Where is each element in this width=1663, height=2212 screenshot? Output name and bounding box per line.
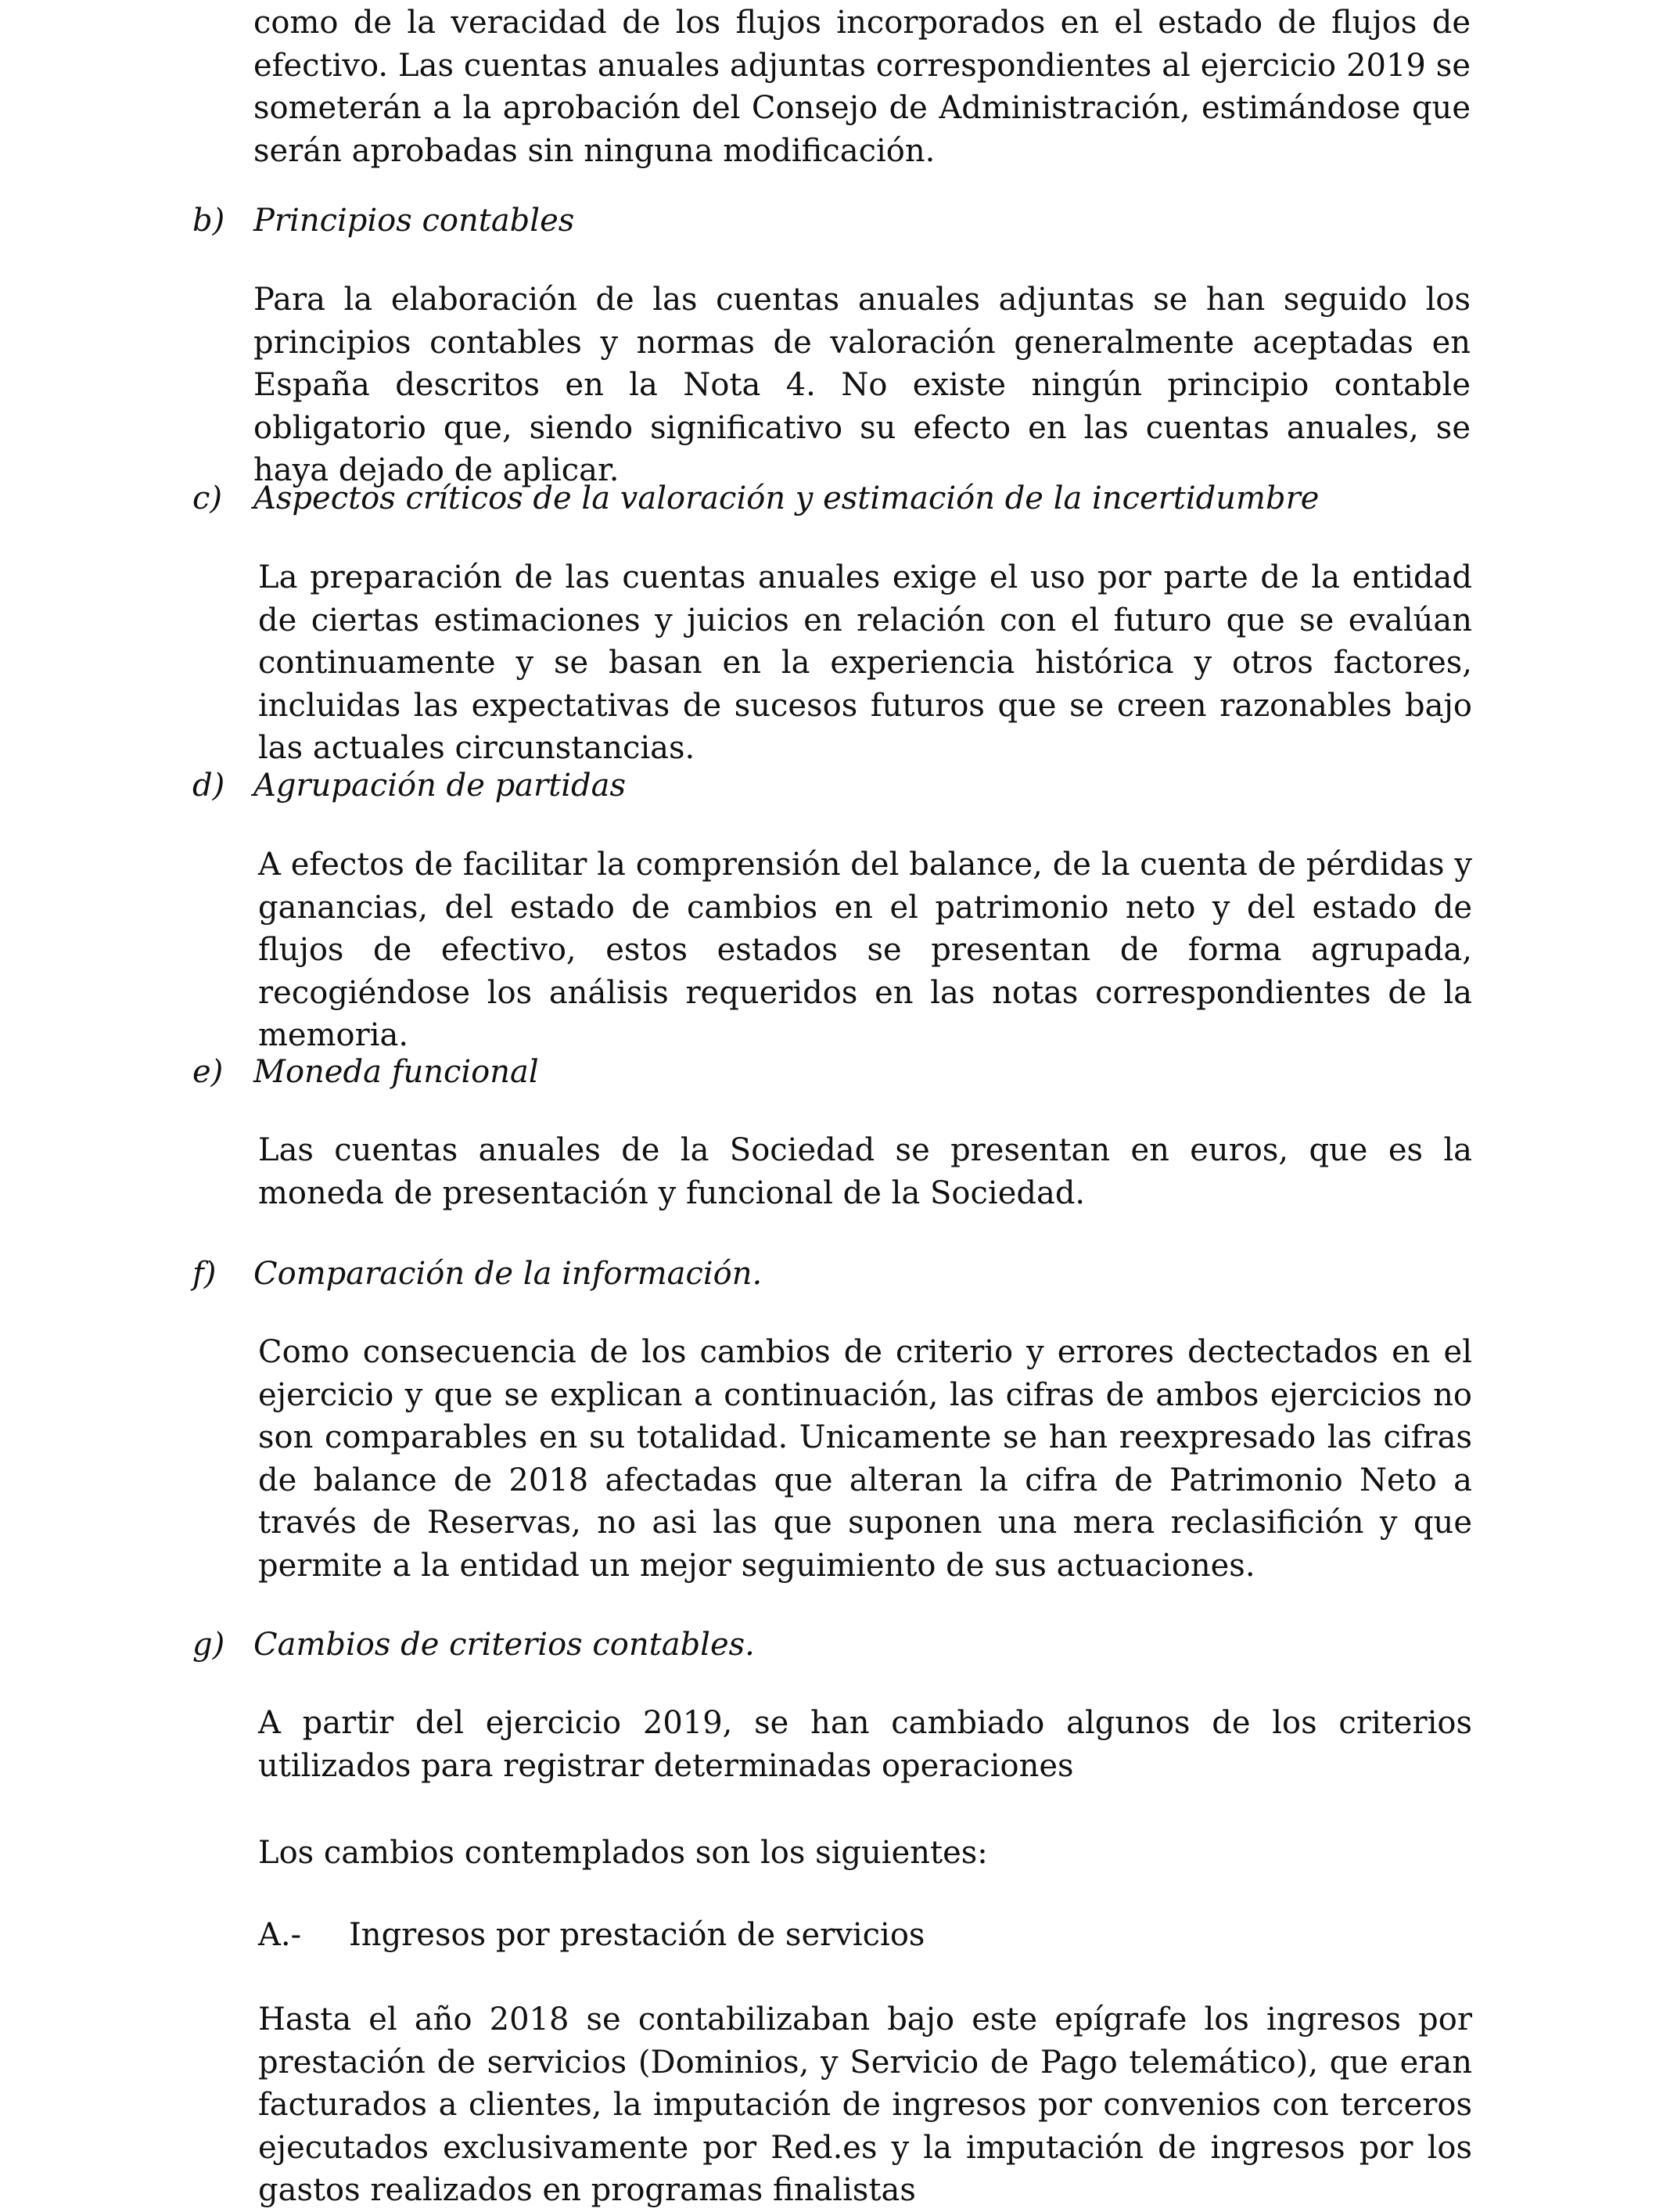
section-letter-e: e) (192, 1054, 224, 1090)
section-title-c: Aspectos críticos de la valoración y estimación de la incertidumbre (253, 480, 1320, 516)
section-letter-f: f) (192, 1256, 217, 1292)
subsection-body-a: Hasta el año 2018 se contabilizaban bajo este epígrafe los ingresos por prestación de servicios (Dominios, y Servicio de Pago telemático), que eran facturados a clientes, la imputación de ingresos por convenios con terceros ejecutados exclusivamente por Red.es y la imputación de ingresos por los gastos realizados en programas finalistas (258, 2002, 1472, 2208)
section-heading-e (192, 1051, 539, 1093)
section-body-e: Las cuentas anuales de la Sociedad se presentan en euros, que es la moneda de presentación y funcional de la Sociedad. (258, 1132, 1472, 1211)
section-heading-b (192, 200, 574, 242)
section-body-g: A partir del ejercicio 2019, se han cambiado algunos de los criterios utilizados para registrar determinadas operaciones (258, 1705, 1472, 1784)
section-title-d: Agrupación de partidas (253, 768, 626, 804)
section-title-b: Principios contables (253, 203, 575, 239)
section-body-c: La preparación de las cuentas anuales exige el uso por parte de la entidad de ciertas estimaciones y juicios en relación con el futuro que se evalúan continuamente y se basan en la experiencia histórica y otros factores, incluidas las expectativas de sucesos futuros que se creen razonables bajo las actuales circunstancias. (258, 559, 1472, 766)
section-heading-c (192, 477, 1319, 520)
section-letter-c: c) (192, 480, 223, 516)
section-body-b: Para la elaboración de las cuentas anuales adjuntas se han seguido los principios contables y normas de valoración generalmente aceptadas en España descritos en la Nota 4. No existe ningún principio contable obligatorio que, siendo significativo su efecto en las cuentas anuales, se haya dejado de aplicar. (253, 282, 1471, 488)
subsection-title-a: Ingresos por prestación de servicios (349, 1917, 925, 1953)
section-body-d: A efectos de facilitar la comprensión del balance, de la cuenta de pérdidas y ganancias, del estado de cambios en el patrimonio neto y del estado de flujos de efectivo, estos estados se presentan de forma agrupada, recogiéndose los análisis requeridos en las notas correspondientes de la memoria. (258, 847, 1472, 1053)
intro-paragraph: como de la veracidad de los flujos incorporados en el estado de flujos de efectivo. Las cuentas anuales adjuntas correspondientes al ejercicio 2019 se someterán a la aprobación del Consejo de Administración, estimándose que serán aprobadas sin ninguna modificación. (253, 5, 1471, 169)
subsection-heading-a (258, 1914, 925, 1956)
section-body-f: Como consecuencia de los cambios de criterio y errores dectectados en el ejercicio y que se explican a continuación, las cifras de ambos ejercicios no son comparables en su totalidad. Unicamente se han reexpresado las cifras de balance de 2018 afectadas que alteran la cifra de Patrimonio Neto a través de Reservas, no asi las que suponen una mera reclasifición y que permite a la entidad un mejor seguimiento de sus actuaciones. (258, 1334, 1472, 1584)
changes-intro: Los cambios contemplados son los siguientes: (258, 1835, 988, 1871)
section-heading-d (192, 764, 626, 807)
section-heading-g (192, 1624, 755, 1666)
section-title-e: Moneda funcional (253, 1054, 539, 1090)
section-title-g: Cambios de criterios contables. (253, 1627, 755, 1663)
section-letter-g: g) (192, 1627, 225, 1663)
section-letter-b: b) (192, 203, 225, 239)
section-letter-d: d) (192, 768, 225, 804)
subsection-marker-a: A.- (258, 1917, 302, 1953)
section-heading-f (192, 1253, 762, 1295)
section-title-f: Comparación de la información. (253, 1256, 763, 1292)
